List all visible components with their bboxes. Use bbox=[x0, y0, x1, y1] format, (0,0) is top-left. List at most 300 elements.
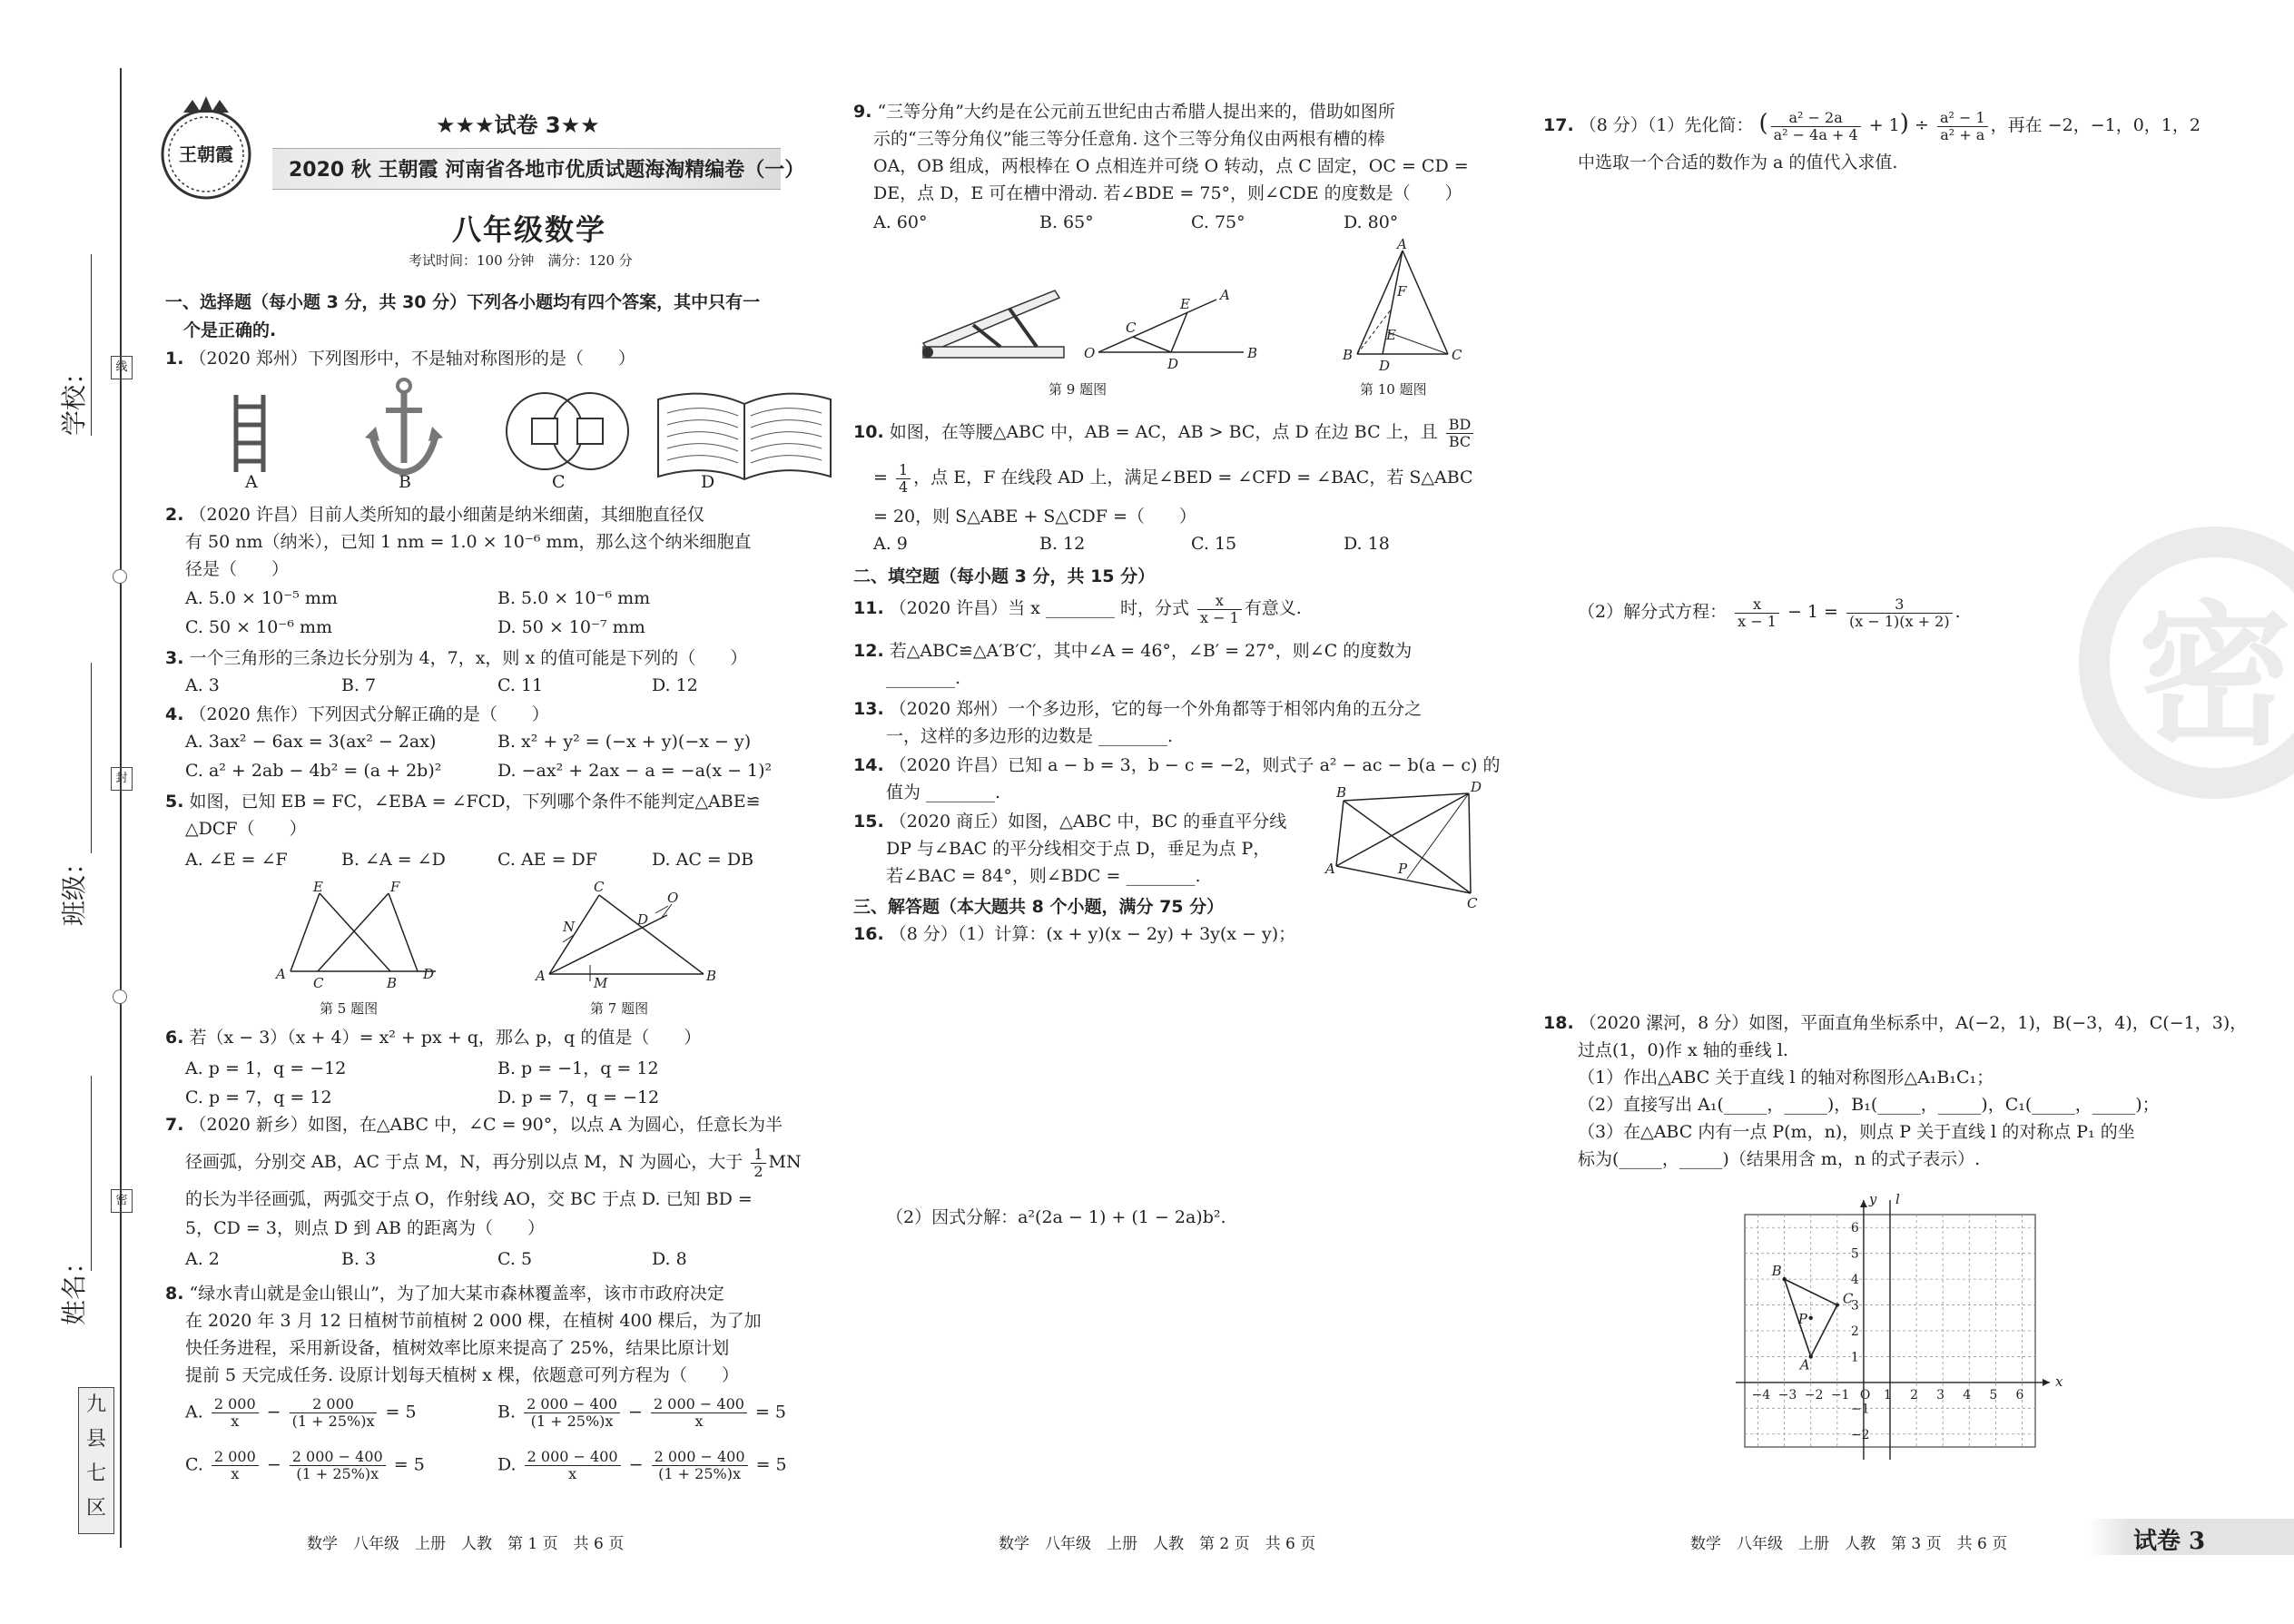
class-label-text: 班级： bbox=[59, 849, 89, 926]
q18-line5: （3）在△ABC 内有一点 P(m，n)，则点 P 关于直线 l 的对称点 P₁ 的坐 bbox=[1578, 1122, 2135, 1142]
q17-part2a: （2）解分式方程： bbox=[1578, 602, 1728, 622]
q8-num: 8. bbox=[165, 1284, 184, 1304]
q8-d-frac1 bbox=[525, 1449, 621, 1482]
q1-num: 1. bbox=[165, 349, 184, 369]
q3-num: 3. bbox=[165, 648, 184, 668]
q3-opt-d: D. 12 bbox=[652, 675, 698, 695]
svg-text:A: A bbox=[1220, 287, 1230, 303]
q3-opt-c: C. 11 bbox=[497, 675, 544, 695]
q2-line1: （2020 许昌）目前人类所知的最小细菌是纳米细菌，其细胞直径仅 bbox=[189, 505, 704, 525]
operator: − bbox=[628, 1454, 644, 1475]
q2-opt-c: C. 50 × 10⁻⁶ mm bbox=[185, 617, 333, 637]
q16-part2: （2）因式分解：a²(2a − 1) + (1 − 2a)b². bbox=[886, 1207, 1226, 1227]
q10-line3: = 20，则 S△ABE + S△CDF =（ ） bbox=[873, 507, 1196, 527]
footer-page3: 数学 八年级 上册 人教 第 3 页 共 6 页 bbox=[1690, 1535, 2008, 1553]
section2-title: 二、填空题（每小题 3 分，共 15 分） bbox=[853, 566, 1156, 586]
q15-line2: DP 与∠BAC 的平分线相交于点 D，垂足为点 P， bbox=[886, 839, 1271, 859]
q16-num: 16. bbox=[853, 924, 884, 944]
q1-label-d: D bbox=[701, 472, 715, 492]
x-tick-label: 2 bbox=[1910, 1387, 1919, 1403]
q16-part1: （8 分）（1）计算：(x + y)(x − 2y) + 3y(x − y)； bbox=[889, 924, 1296, 944]
point-C bbox=[1836, 1303, 1839, 1306]
q3-opt-b: B. 7 bbox=[341, 675, 377, 695]
frac-den: a² + a bbox=[1940, 125, 1985, 143]
q14-line1: （2020 许昌）已知 a − b = 3，b − c = −2，则式子 a² − ac − b(a − c) 的 bbox=[889, 755, 1501, 775]
frac-num: 1 bbox=[896, 462, 911, 479]
q13 bbox=[853, 695, 1422, 723]
paren-close: ) bbox=[1899, 110, 1909, 137]
q8-opt-d-label: D. bbox=[497, 1454, 517, 1475]
svg-text:D: D bbox=[1379, 358, 1391, 374]
q7-frac bbox=[751, 1147, 765, 1180]
q10-frac1 bbox=[1446, 417, 1474, 450]
binding-hole bbox=[113, 569, 127, 584]
q14 bbox=[853, 752, 1501, 779]
fig10 bbox=[1339, 236, 1475, 379]
rhs: = 5 bbox=[393, 1454, 425, 1475]
q8-a-frac1 bbox=[212, 1396, 259, 1430]
q8-a-frac2 bbox=[290, 1396, 378, 1430]
q14-line2: 值为 ________. bbox=[886, 782, 1001, 802]
svg-text:A: A bbox=[1397, 236, 1407, 252]
q2-opt-d: D. 50 × 10⁻⁷ mm bbox=[497, 617, 645, 637]
q8 bbox=[165, 1280, 724, 1307]
svg-text:E: E bbox=[1180, 296, 1190, 312]
frac-den: (1 + 25%)x bbox=[530, 1412, 614, 1430]
q5-opt-c: C. AE = DF bbox=[497, 850, 597, 870]
q1-label-c: C bbox=[552, 472, 566, 492]
q18-line4: （2）直接写出 A₁(_____，_____)，B₁(_____，_____)，C₁(_____，_____)； bbox=[1578, 1095, 2160, 1115]
q10-line2 bbox=[873, 459, 1473, 496]
frac-den: (x − 1)(x + 2) bbox=[1849, 612, 1950, 630]
y-tick-label: −2 bbox=[1850, 1427, 1870, 1442]
q10-opt-a: A. 9 bbox=[873, 534, 908, 554]
svg-text:P: P bbox=[1398, 861, 1408, 877]
fig15 bbox=[1325, 779, 1489, 911]
y-tick-label: 4 bbox=[1850, 1273, 1859, 1288]
q7-frac-d: 2 bbox=[753, 1162, 763, 1180]
q14-num: 14. bbox=[853, 755, 884, 775]
q9-opt-d: D. 80° bbox=[1344, 212, 1399, 232]
coins-figure bbox=[507, 393, 628, 469]
fig7-caption: 第 7 题图 bbox=[590, 1000, 649, 1017]
school-label-text: 学校： bbox=[59, 359, 89, 436]
y-tick-label: 1 bbox=[1850, 1350, 1859, 1365]
logo bbox=[156, 93, 256, 211]
class-label bbox=[54, 850, 91, 926]
q5-line2: △DCF（ ） bbox=[185, 819, 307, 839]
q8-b-frac2 bbox=[651, 1396, 747, 1430]
q7-opt-b: B. 3 bbox=[341, 1249, 377, 1269]
q5-opt-d: D. AC = DB bbox=[652, 850, 754, 870]
footer-tab bbox=[2088, 1519, 2294, 1555]
q15 bbox=[853, 808, 1286, 835]
x-tick-label: 4 bbox=[1963, 1387, 1972, 1403]
operator: − bbox=[628, 1402, 643, 1422]
coordinate-grid-chart bbox=[1725, 1189, 2106, 1462]
q18-line6: 标为(_____，_____)（结果用含 m，n 的式子表示）. bbox=[1578, 1149, 1981, 1169]
svg-text:B: B bbox=[1336, 784, 1347, 801]
frac-den: (1 + 25%)x bbox=[296, 1465, 379, 1482]
q6-text: 若（x − 3）（x + 4）= x² + px + q，那么 p，q 的值是（ ） bbox=[189, 1028, 702, 1048]
q9-line1: “三等分角”大约是在公元前五世纪由古希腊人提出来的，借助如图所 bbox=[877, 102, 1395, 122]
name-label-text: 姓名： bbox=[59, 1248, 89, 1325]
q2-line3: 径是（ ） bbox=[185, 559, 290, 579]
svg-text:C: C bbox=[1452, 347, 1462, 363]
q17-part1b: ，再在 −2，−1，0，1，2 bbox=[1990, 115, 2200, 135]
svg-text:F: F bbox=[1397, 283, 1407, 300]
q11 bbox=[853, 590, 1302, 626]
q8-line3: 快任务进程，采用新设备，植树效率比原来提高了 25%，结果比原计划 bbox=[185, 1338, 730, 1358]
q6-opt-a: A. p = 1，q = −12 bbox=[185, 1058, 347, 1078]
q10-opt-d: D. 18 bbox=[1344, 534, 1390, 554]
q5-line1: 如图，已知 EB = FC，∠EBA = ∠FCD，下列哪个条件不能判定△ABE≌ bbox=[189, 792, 761, 812]
name-field[interactable] bbox=[91, 1076, 92, 1271]
section3-title: 三、解答题（本大题共 8 个小题，满分 75 分） bbox=[853, 897, 1225, 917]
q16 bbox=[853, 920, 1295, 948]
q18-line2: 过点(1，0)作 x 轴的垂线 l. bbox=[1578, 1040, 1788, 1060]
frac-num: a² − 2a bbox=[1771, 110, 1861, 127]
q2-line2: 有 50 nm（纳米），已知 1 nm = 1.0 × 10⁻⁶ mm，那么这个纳米细胞直 bbox=[185, 532, 752, 552]
binding-line bbox=[120, 68, 122, 1548]
region-char: 九 bbox=[85, 1393, 106, 1416]
q8-opt-b-label: B. bbox=[497, 1402, 517, 1422]
q11-text-a: （2020 许昌）当 x ________ 时，分式 bbox=[889, 598, 1189, 618]
q3-opt-a: A. 3 bbox=[185, 675, 220, 695]
q13-line1: （2020 郑州）一个多边形，它的每一个外角都等于相邻内角的五分之 bbox=[889, 699, 1423, 719]
q6 bbox=[165, 1024, 701, 1051]
svg-text:C: C bbox=[313, 975, 324, 991]
watermark-char: 密 bbox=[2137, 586, 2292, 767]
frac-den: BC bbox=[1448, 432, 1472, 450]
x-tick-label: 6 bbox=[2015, 1387, 2024, 1403]
q8-opt-c bbox=[185, 1449, 425, 1482]
y-axis-label: y bbox=[1868, 1191, 1877, 1207]
q9-opt-b: B. 65° bbox=[1039, 212, 1094, 232]
frac-num: 2 000 − 400 bbox=[652, 1449, 748, 1466]
q3 bbox=[165, 645, 747, 672]
q18 bbox=[1543, 1009, 2247, 1037]
q7-frac-n: 1 bbox=[751, 1147, 765, 1164]
frac-den: x bbox=[231, 1412, 240, 1430]
fig9-caption: 第 9 题图 bbox=[1049, 381, 1108, 398]
operator: − bbox=[266, 1454, 281, 1475]
svg-text:C: C bbox=[594, 879, 605, 895]
q17-frac2 bbox=[1937, 110, 1988, 143]
school-field[interactable] bbox=[91, 254, 92, 436]
q17-mid: − 1 = bbox=[1787, 602, 1838, 622]
q17-frac1 bbox=[1771, 110, 1861, 143]
subject-title: 八年级数学 bbox=[452, 212, 607, 247]
q12-num: 12. bbox=[853, 641, 884, 661]
q17 bbox=[1543, 103, 2200, 145]
frac-den: (1 + 25%)x bbox=[658, 1465, 741, 1482]
q6-opt-d: D. p = 7，q = −12 bbox=[497, 1088, 660, 1107]
ladder-figure bbox=[236, 395, 263, 472]
fig7 bbox=[536, 879, 744, 991]
fig5 bbox=[272, 879, 454, 991]
q9-num: 9. bbox=[853, 102, 872, 122]
footer-page1: 数学 八年级 上册 人教 第 1 页 共 6 页 bbox=[307, 1535, 625, 1553]
q7-line2b: MN bbox=[768, 1152, 802, 1172]
svg-text:O: O bbox=[667, 890, 679, 906]
svg-text:A: A bbox=[276, 966, 286, 982]
q12-line1: 若△ABC≌△A′B′C′，其中∠A = 46°，∠B′ = 27°，则∠C 的度数为 bbox=[889, 641, 1413, 661]
frac-num: 2 000 − 400 bbox=[524, 1396, 620, 1413]
q1-label-a: A bbox=[245, 472, 258, 492]
q11-frac bbox=[1197, 593, 1242, 626]
svg-text:E: E bbox=[1386, 327, 1396, 343]
svg-text:D: D bbox=[637, 911, 649, 928]
q4 bbox=[165, 701, 549, 728]
point-label-P: P bbox=[1797, 1310, 1807, 1327]
footer-tag: 试卷 3 bbox=[2133, 1528, 2206, 1555]
q17-part2 bbox=[1578, 592, 1961, 632]
q8-line4: 提前 5 天完成任务. 设原计划每天植树 x 棵，依题意可列方程为（ ） bbox=[185, 1365, 740, 1385]
q2-opt-b: B. 5.0 × 10⁻⁶ mm bbox=[497, 588, 651, 608]
frac-num: 2 000 − 400 bbox=[651, 1396, 747, 1413]
svg-text:M: M bbox=[594, 975, 608, 991]
q2-num: 2. bbox=[165, 505, 184, 525]
q1-figures bbox=[209, 372, 844, 499]
frac-den: 4 bbox=[898, 477, 909, 496]
frac-den: a² − 4a + 4 bbox=[1773, 125, 1858, 143]
svg-text:B: B bbox=[706, 968, 717, 984]
q10-opt-b: B. 12 bbox=[1039, 534, 1086, 554]
q6-num: 6. bbox=[165, 1028, 184, 1048]
q2 bbox=[165, 501, 704, 528]
q17-num: 17. bbox=[1543, 115, 1574, 135]
svg-text:D: D bbox=[1167, 356, 1179, 372]
q7-line4: 5，CD = 3，则点 D 到 AB 的距离为（ ） bbox=[185, 1218, 546, 1238]
frac-num: 2 000 − 400 bbox=[525, 1449, 621, 1466]
q2-opt-a: A. 5.0 × 10⁻⁵ mm bbox=[185, 588, 338, 608]
q12-line2: ________. bbox=[886, 668, 961, 688]
frac-num: x bbox=[1735, 596, 1779, 614]
q8-d-frac2 bbox=[652, 1449, 748, 1482]
q9 bbox=[853, 98, 1395, 125]
y-tick-label: 2 bbox=[1850, 1324, 1859, 1339]
equals: = bbox=[873, 468, 888, 487]
q3-text: 一个三角形的三条边长分别为 4，7，x，则 x 的值可能是下列的（ ） bbox=[189, 648, 748, 668]
x-tick-label: 1 bbox=[1884, 1387, 1892, 1403]
q17-frac3 bbox=[1735, 596, 1779, 630]
line-l-label: l bbox=[1895, 1191, 1900, 1207]
frac-num: BD bbox=[1446, 417, 1474, 434]
anchor-figure bbox=[365, 379, 443, 472]
q8-line1: “绿水青山就是金山银山”，为了加大某市森林覆盖率，该市市政府决定 bbox=[189, 1284, 724, 1304]
q8-b-frac1 bbox=[524, 1396, 620, 1430]
frac-den: (1 + 25%)x bbox=[291, 1412, 375, 1430]
q8-opt-c-label: C. bbox=[185, 1454, 203, 1475]
q8-opt-b bbox=[497, 1396, 786, 1430]
q10-line2b: ，点 E，F 在线段 AD 上，满足∠BED = ∠CFD = ∠BAC，若 S△ABC bbox=[913, 468, 1473, 487]
name-label bbox=[54, 1249, 91, 1325]
point-label-B: B bbox=[1771, 1263, 1782, 1280]
q13-num: 13. bbox=[853, 699, 884, 719]
frac-den: x bbox=[694, 1412, 704, 1430]
q18-line3: （1）作出△ABC 关于直线 l 的轴对称图形△A₁B₁C₁； bbox=[1578, 1068, 1994, 1088]
tag-secret: 密 bbox=[111, 1189, 133, 1213]
q5 bbox=[165, 788, 761, 815]
footer-page2: 数学 八年级 上册 人教 第 2 页 共 6 页 bbox=[999, 1535, 1316, 1553]
q17-part1c: 中选取一个合适的数作为 a 的值代入求值. bbox=[1578, 153, 1898, 172]
q17-part1a: （8 分）（1）先化简： bbox=[1579, 115, 1754, 135]
secret-watermark bbox=[2079, 527, 2294, 799]
fig10-caption: 第 10 题图 bbox=[1360, 381, 1427, 398]
frac-num: 2 000 bbox=[212, 1396, 259, 1413]
q10-num: 10. bbox=[853, 422, 884, 442]
q7-line2-wrap bbox=[185, 1144, 802, 1180]
school-label bbox=[54, 359, 91, 436]
q6-opt-b: B. p = −1，q = 12 bbox=[497, 1058, 659, 1078]
x-tick-label: 5 bbox=[1989, 1387, 1998, 1403]
frac-den: x − 1 bbox=[1738, 612, 1777, 630]
svg-text:N: N bbox=[563, 919, 576, 935]
q9-line4: DE，点 D，E 可在槽中滑动. 若∠BDE = 75°，则∠CDE 的度数是（ ） bbox=[873, 183, 1462, 203]
q4-num: 4. bbox=[165, 704, 184, 724]
y-tick-label: −1 bbox=[1850, 1402, 1870, 1417]
q9-line3: OA，OB 组成，两根棒在 O 点相连并可绕 O 转动，点 C 固定，OC = CD = bbox=[873, 156, 1469, 176]
q11-text-b: 有意义. bbox=[1244, 598, 1302, 618]
tag-line: 线 bbox=[111, 356, 133, 379]
q17-frac4 bbox=[1846, 596, 1953, 630]
exam-tag: ★★★试卷 3★★ bbox=[436, 113, 600, 138]
q4-text: （2020 焦作）下列因式分解正确的是（ ） bbox=[189, 704, 549, 724]
q7 bbox=[165, 1111, 783, 1138]
q10-frac2 bbox=[896, 462, 911, 496]
x-axis-label: x bbox=[2055, 1373, 2063, 1390]
q8-c-frac2 bbox=[290, 1449, 386, 1482]
tag-seal: 封 bbox=[111, 767, 133, 791]
q8-opt-d bbox=[497, 1449, 787, 1482]
q4-opt-d: D. −ax² + 2ax − a = −a(x − 1)² bbox=[497, 761, 773, 781]
q7-line1: （2020 新乡）如图，在△ABC 中，∠C = 90°，以点 A 为圆心，任意长为半 bbox=[189, 1115, 783, 1135]
q7-opt-a: A. 2 bbox=[185, 1249, 220, 1269]
y-tick-label: 5 bbox=[1850, 1246, 1859, 1262]
x-tick-label: −2 bbox=[1804, 1387, 1824, 1403]
fig9-device bbox=[919, 272, 1073, 372]
frac-den: x bbox=[231, 1465, 240, 1482]
q8-line2: 在 2020 年 3 月 12 日植树节前植树 2 000 棵，在植树 400 棵后，为了加 bbox=[185, 1311, 762, 1331]
class-field[interactable] bbox=[91, 663, 92, 853]
q5-opt-b: B. ∠A = ∠D bbox=[341, 850, 446, 870]
operator: − bbox=[266, 1402, 281, 1422]
paren-open: ( bbox=[1758, 110, 1768, 137]
book-figure bbox=[658, 394, 831, 479]
x-tick-label: 3 bbox=[1936, 1387, 1945, 1403]
region-box bbox=[78, 1387, 114, 1534]
q8-opt-a-label: A. bbox=[185, 1402, 203, 1422]
q7-opt-d: D. 8 bbox=[652, 1249, 687, 1269]
svg-text:A: A bbox=[536, 968, 546, 984]
svg-text:O: O bbox=[1084, 345, 1096, 361]
y-tick-label: 6 bbox=[1850, 1221, 1859, 1236]
logo-text: 王朝霞 bbox=[179, 143, 233, 165]
q7-line3: 的长为半径画弧，两弧交于点 O，作射线 AO，交 BC 于点 D. 已知 BD = bbox=[185, 1189, 753, 1209]
q10-line1: 如图，在等腰△ABC 中，AB = AC，AB > BC，点 D 在边 BC 上，且 bbox=[889, 422, 1438, 442]
q18-num: 18. bbox=[1543, 1013, 1574, 1033]
x-tick-label: −3 bbox=[1777, 1387, 1797, 1403]
tick-labels bbox=[1752, 1221, 2024, 1442]
svg-text:E: E bbox=[313, 879, 323, 895]
series-title: 2020 秋 王朝霞 河南省各地市优质试题海淘精编卷（一） bbox=[289, 159, 805, 182]
x-tick-label: −1 bbox=[1830, 1387, 1850, 1403]
q4-opt-b: B. x² + y² = (−x + y)(−x − y) bbox=[497, 732, 752, 752]
q10-opt-c: C. 15 bbox=[1191, 534, 1237, 554]
frac-num: 3 bbox=[1846, 596, 1953, 614]
q15-num: 15. bbox=[853, 812, 884, 832]
q5-num: 5. bbox=[165, 792, 184, 812]
point-label-C: C bbox=[1842, 1290, 1854, 1307]
frac-den: x bbox=[568, 1465, 577, 1482]
x-axis-arrow bbox=[2043, 1379, 2050, 1386]
q11-num: 11. bbox=[853, 598, 884, 618]
rhs: = 5 bbox=[755, 1454, 787, 1475]
q7-opt-c: C. 5 bbox=[497, 1249, 533, 1269]
svg-text:B: B bbox=[1343, 347, 1354, 363]
frac-num: 2 000 bbox=[212, 1449, 259, 1466]
q17-end: . bbox=[1954, 602, 1961, 622]
region-char: 区 bbox=[85, 1497, 106, 1520]
region-char: 七 bbox=[85, 1462, 106, 1485]
svg-text:C: C bbox=[1467, 895, 1478, 911]
svg-text:A: A bbox=[1325, 861, 1335, 877]
svg-text:B: B bbox=[1247, 345, 1258, 361]
svg-text:F: F bbox=[390, 879, 400, 895]
plus: + 1 bbox=[1868, 115, 1900, 135]
fig5-caption: 第 5 题图 bbox=[320, 1000, 379, 1017]
q5-opt-a: A. ∠E = ∠F bbox=[185, 850, 288, 870]
q15-line1: （2020 商丘）如图，△ABC 中，BC 的垂直平分线 bbox=[889, 812, 1287, 832]
section1-title-2: 个是正确的. bbox=[183, 320, 277, 340]
q1 bbox=[165, 345, 635, 372]
svg-text:D: D bbox=[423, 966, 435, 982]
region-char: 县 bbox=[85, 1428, 106, 1451]
q9-line2: 示的“三等分角仪”能三等分任意角. 这个三等分角仪由两根有槽的棒 bbox=[873, 129, 1385, 149]
q9-opt-a: A. 60° bbox=[873, 212, 928, 232]
q13-line2: 一，这样的多边形的边数是 ________. bbox=[886, 726, 1174, 746]
q8-opt-a bbox=[185, 1396, 417, 1430]
q7-num: 7. bbox=[165, 1115, 184, 1135]
axes bbox=[1736, 1191, 2063, 1460]
q7-line2: 径画弧，分别交 AB，AC 于点 M，N，再分别以点 M，N 为圆心，大于 bbox=[185, 1152, 743, 1172]
fig9-diagram bbox=[1080, 281, 1262, 372]
q18-line1: （2020 漯河，8 分）如图，平面直角坐标系中，A(−2，1)，B(−3，4)，C(−1，3)， bbox=[1579, 1013, 2248, 1033]
frac-num: a² − 1 bbox=[1937, 110, 1988, 127]
point-label-A: A bbox=[1799, 1356, 1810, 1373]
divide: ÷ bbox=[1914, 115, 1929, 135]
frac-num: x bbox=[1197, 593, 1242, 610]
y-tick-label: 3 bbox=[1850, 1298, 1859, 1314]
svg-text:C: C bbox=[1126, 320, 1137, 336]
x-tick-label: O bbox=[1859, 1387, 1871, 1403]
frac-den: x − 1 bbox=[1200, 608, 1239, 626]
point-P bbox=[1809, 1316, 1813, 1320]
section1-title: 一、选择题（每小题 3 分，共 30 分）下列各小题均有四个答案，其中只有一 bbox=[165, 292, 761, 312]
q1-label-b: B bbox=[399, 472, 411, 492]
q8-c-frac1 bbox=[212, 1449, 259, 1482]
exam-info: 考试时间：100 分钟 满分：120 分 bbox=[409, 252, 633, 269]
frac-num: 2 000 − 400 bbox=[290, 1449, 386, 1466]
binding-hole bbox=[113, 989, 127, 1004]
x-tick-label: −4 bbox=[1751, 1387, 1771, 1403]
rhs: = 5 bbox=[754, 1402, 787, 1422]
frac-num: 2 000 bbox=[290, 1396, 378, 1413]
q1-text: （2020 郑州）下列图形中，不是轴对称图形的是（ ） bbox=[189, 349, 635, 369]
binding-strip bbox=[0, 0, 150, 1624]
q4-opt-a: A. 3ax² − 6ax = 3(ax² − 2ax) bbox=[185, 732, 437, 752]
